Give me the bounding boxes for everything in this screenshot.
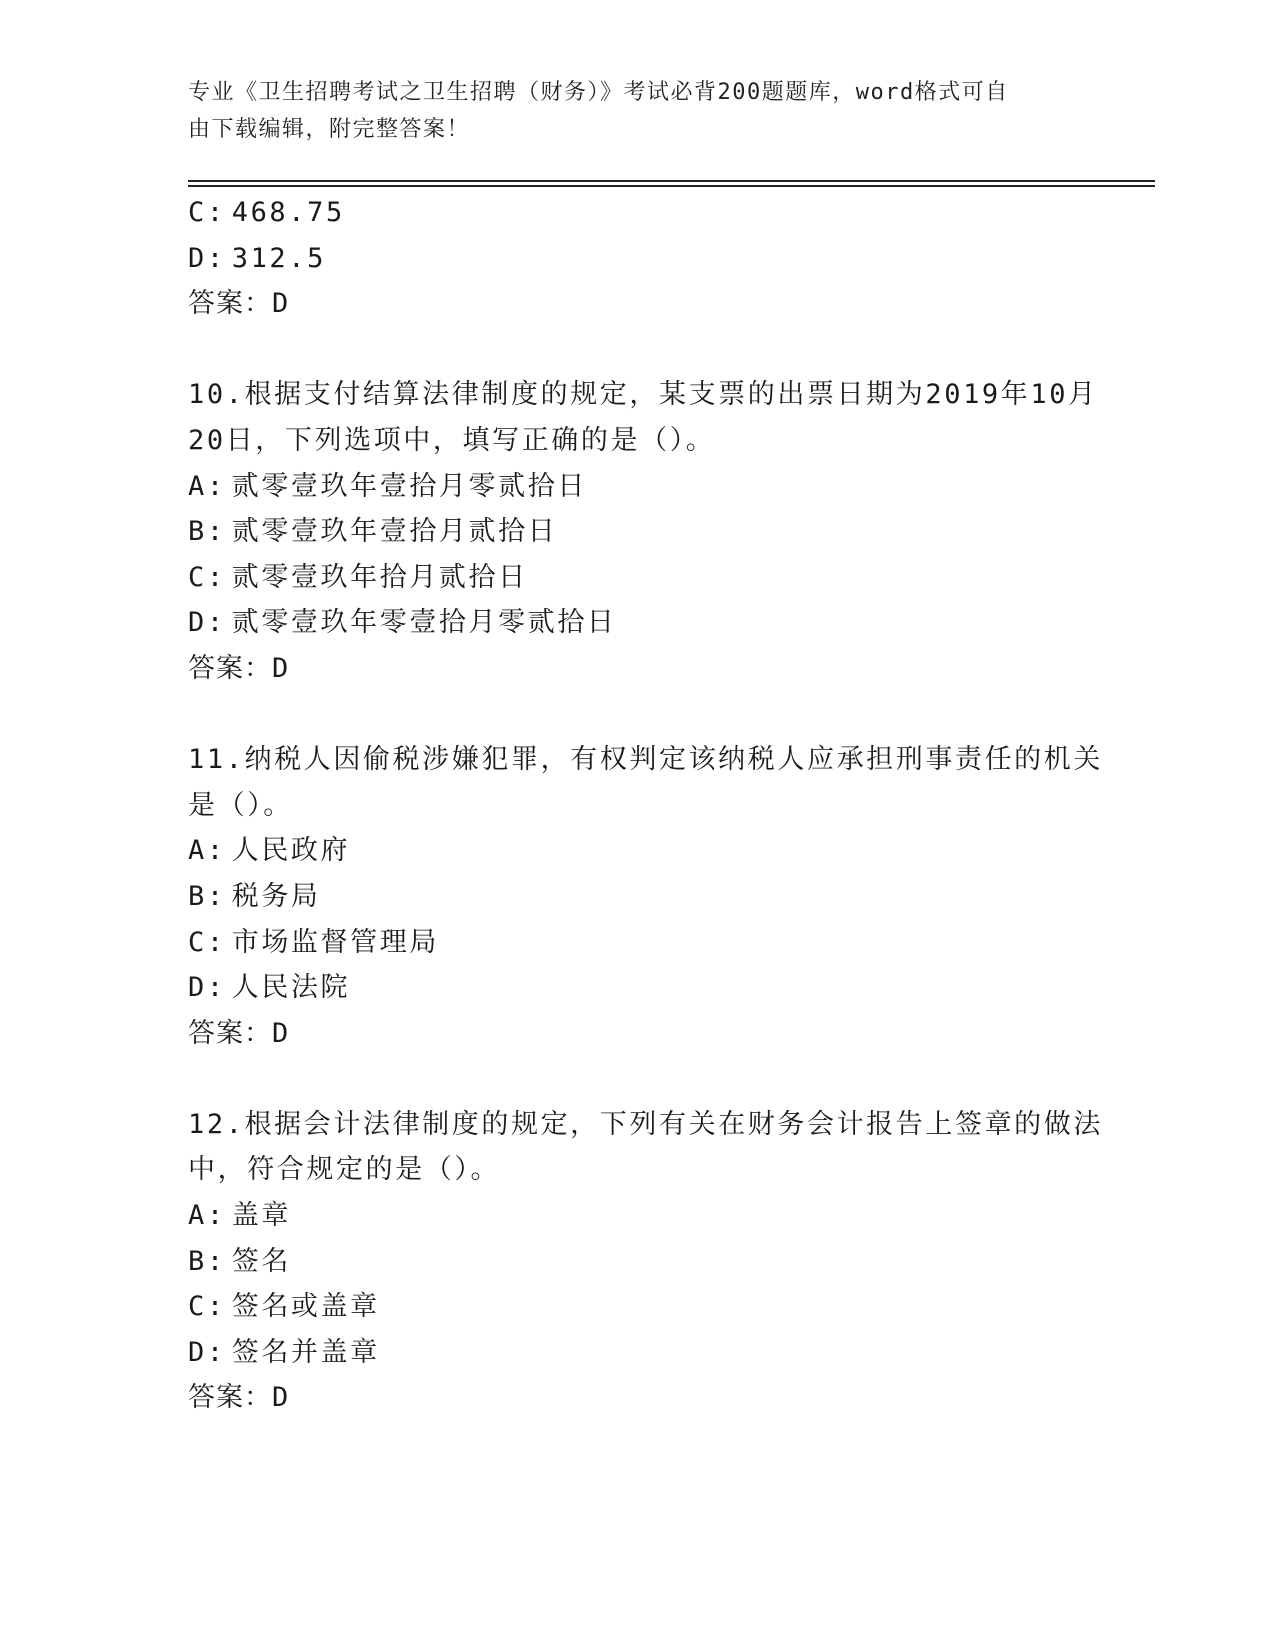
option-label: D: [188, 242, 226, 274]
option-line [188, 464, 1088, 510]
option-label: D: [188, 1336, 226, 1368]
question-block [188, 1102, 1103, 1421]
spacer [188, 692, 1088, 738]
spacer [188, 327, 1088, 373]
option-label: C: [188, 926, 226, 958]
option-text: 人民法院 [231, 972, 351, 1004]
option-line [188, 828, 1088, 874]
option-line [188, 920, 1088, 966]
header-divider-bottom [188, 185, 1155, 187]
option-text: 签名或盖章 [231, 1291, 380, 1323]
option-label: B: [188, 516, 226, 548]
option-line [188, 600, 1088, 646]
option-text: 468.75 [231, 197, 345, 228]
option-label: C: [188, 197, 226, 228]
header-line-2: 由下载编辑，附完整答案！ [188, 117, 471, 142]
header-divider-top [188, 180, 1155, 182]
option-text: 盖章 [231, 1200, 291, 1232]
answer-line: 答案：D [188, 652, 290, 684]
answer-line: 答案：D [188, 288, 290, 320]
option-label: C: [188, 1291, 226, 1323]
option-line [188, 874, 1088, 920]
option-line [188, 555, 1088, 601]
option-label: B: [188, 1245, 226, 1277]
option-text: 贰零壹玖年壹拾月贰拾日 [231, 516, 558, 548]
question-stem-line: 12.根据会计法律制度的规定，下列有关在财务会计报告上签章的做法 [188, 1108, 1103, 1140]
question-block [188, 737, 1103, 1056]
option-line [188, 965, 1088, 1011]
option-label: D: [188, 972, 226, 1004]
option-line [188, 1330, 1088, 1376]
option-text: 税务局 [231, 880, 321, 912]
question-stem-line: 20日，下列选项中，填写正确的是（）。 [188, 424, 716, 456]
document-body [188, 190, 1103, 1421]
option-label: D: [188, 607, 226, 639]
question-block [188, 372, 1098, 691]
option-text: 贰零壹玖年壹拾月零贰拾日 [231, 470, 587, 502]
option-line [188, 236, 1088, 282]
question-stem-line: 10.根据支付结算法律制度的规定，某支票的出票日期为2019年10月 [188, 379, 1098, 411]
option-label: A: [188, 470, 226, 502]
answer-line: 答案：D [188, 1017, 290, 1049]
option-label: A: [188, 835, 226, 867]
option-line [188, 1193, 1088, 1239]
question-stem-line: 是（）。 [188, 789, 293, 821]
option-label: A: [188, 1200, 226, 1232]
option-label: C: [188, 561, 226, 593]
option-text: 贰零壹玖年拾月贰拾日 [231, 561, 528, 593]
document-header [188, 74, 1068, 148]
question-stem-line: 11.纳税人因偷税涉嫌犯罪，有权判定该纳税人应承担刑事责任的机关 [188, 744, 1103, 776]
option-line [188, 190, 1088, 236]
option-line [188, 509, 1088, 555]
option-text: 签名并盖章 [231, 1336, 380, 1368]
option-text: 人民政府 [231, 835, 351, 867]
option-line [188, 1239, 1088, 1285]
option-line [188, 1284, 1088, 1330]
option-text: 312.5 [231, 242, 326, 274]
question-stem-line: 中，符合规定的是（）。 [188, 1154, 501, 1186]
header-line-1: 专业《卫生招聘考试之卫生招聘（财务）》考试必背200题题库，word格式可自 [188, 80, 1009, 105]
option-label: B: [188, 880, 226, 912]
answer-line: 答案：D [188, 1382, 290, 1414]
spacer [188, 1056, 1088, 1102]
option-text: 贰零壹玖年零壹拾月零贰拾日 [231, 607, 617, 639]
option-text: 签名 [231, 1245, 291, 1277]
option-text: 市场监督管理局 [231, 926, 439, 958]
